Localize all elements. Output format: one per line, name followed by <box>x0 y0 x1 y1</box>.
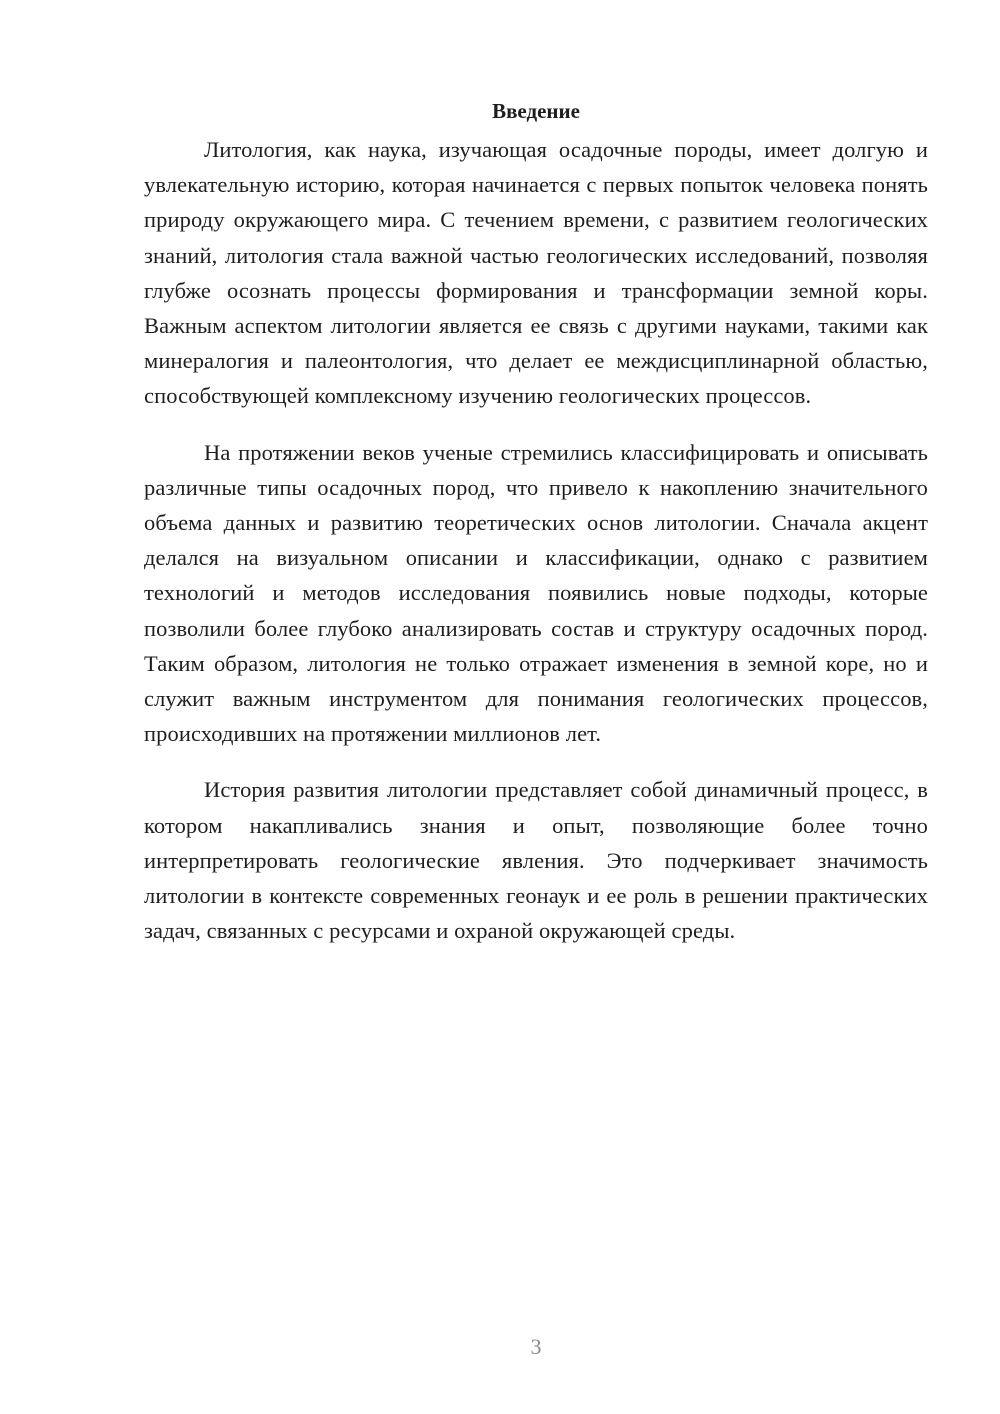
paragraph-2: На протяжении веков ученые стремились классифицировать и описывать различные типы осадочных пород, что привело к накоплению значительного объема данных и развитию теоретических основ литологии. Сначала акцент делался на визуальном описании и классификации, однако с развитием технологий и методов исследования появились новые подходы, которые позволили более глубоко анализировать состав и структуру осадочных пород. Таким образом, литология не только отражает изменения в земной коре, но и служит важным инструментом для понимания геологических процессов, происходивших на протяжении миллионов лет. <box>144 439 928 747</box>
paragraph-1: Литология, как наука, изучающая осадочные породы, имеет долгую и увлекательную историю, которая начинается с первых попыток человека понять природу окружающего мира. С течением времени, с развитием геологических знаний, литология стала важной частью геологических исследований, позволяя глубже осознать процессы формирования и трансформации земной коры. Важным аспектом литологии является ее связь с другими науками, такими как минералогия и палеонтология, что делает ее междисциплинарной областью, способствующей комплексному изучению геологических процессов. <box>144 137 928 409</box>
section-heading: Введение <box>492 99 580 123</box>
paragraph-3: История развития литологии представляет собой динамичный процесс, в котором накапливались знания и опыт, позволяющие более точно интерпретировать геологические явления. Это подчеркивает значимость литологии в контексте современных геонаук и ее роль в решении практических задач, связанных с ресурсами и охраной окружающей среды. <box>144 777 928 944</box>
page-number: 3 <box>530 1334 542 1359</box>
document-body <box>144 96 928 969</box>
